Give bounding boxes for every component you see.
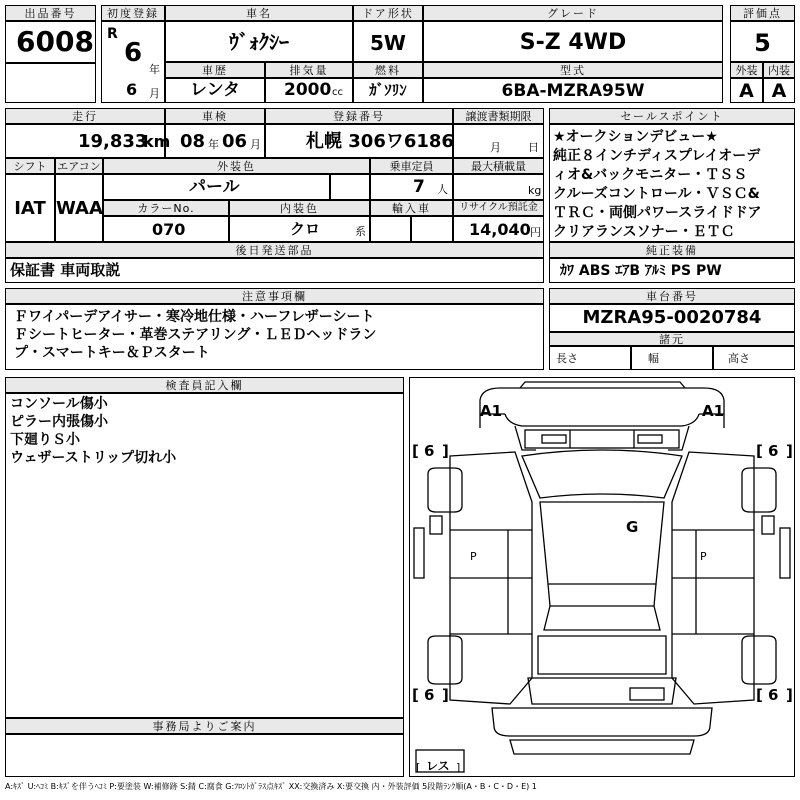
tire-rl-close: ]	[442, 686, 449, 704]
front-bumper	[480, 388, 724, 428]
mileage-cell	[5, 124, 171, 158]
tire-fr-open: [	[756, 442, 763, 460]
lot-no-label: 出品番号	[5, 5, 96, 21]
capacity-cell	[370, 174, 453, 200]
interior-cell	[763, 78, 795, 103]
month-unit: 月	[149, 87, 160, 100]
lot-no: 6008	[16, 25, 94, 58]
length-cell	[549, 346, 631, 370]
lot-no-cell	[5, 21, 96, 63]
history-label: 車歴	[165, 62, 265, 78]
color-no-label: カラーNo.	[103, 200, 229, 216]
inspector-line: ピラー内張傷小	[10, 414, 108, 430]
capacity-unit: 人	[437, 183, 448, 196]
spare-label: レス	[426, 759, 450, 773]
equipment-cell	[549, 258, 795, 283]
grade-label: グレード	[423, 5, 723, 21]
equipment-label: 純正装備	[549, 242, 795, 258]
displacement-unit: cc	[332, 87, 343, 98]
mileage-unit: km	[143, 132, 171, 151]
specs-label: 諸元	[549, 332, 795, 346]
front-bumper-top	[520, 382, 685, 388]
interior-grade: A	[771, 80, 787, 102]
inspection-year: 08	[180, 131, 206, 152]
pillar-p1: P	[470, 550, 477, 563]
model-name: ｳﾞｫｸｼｰ	[229, 30, 289, 54]
tire-rl-score: 6	[424, 686, 435, 704]
import-cell-a	[370, 216, 411, 242]
car-diagram	[410, 378, 794, 776]
inspection-month-unit: 月	[250, 138, 261, 151]
mark-windshield: G	[626, 518, 639, 536]
tire-fl-open: [	[412, 442, 419, 460]
capacity-label: 乗車定員	[370, 158, 453, 174]
year-unit: 年	[149, 63, 160, 76]
recycle-unit: 円	[530, 226, 541, 239]
mirror-left	[430, 516, 442, 534]
pillar-p2: P	[700, 550, 707, 563]
rear-window	[544, 606, 660, 630]
model-code-cell	[423, 78, 723, 103]
exterior-grade: A	[739, 80, 754, 102]
inspection-label: 車検	[165, 108, 265, 124]
equipment: ｶﾜ ABS ｴｱB ｱﾙﾐ PS PW	[560, 263, 722, 279]
inspection-year-unit: 年	[208, 138, 219, 151]
pillar-left	[414, 528, 424, 578]
lot-no-blank	[5, 63, 96, 103]
tire-rr-open: [	[756, 686, 763, 704]
first-reg-label: 初度登録	[101, 5, 165, 21]
displacement: 2000	[284, 80, 332, 100]
sales-point-line: クリアランスソナー・ＥＴＣ	[553, 224, 735, 240]
model-name-label: 車名	[165, 5, 353, 21]
doors-cell	[353, 21, 423, 62]
tailgate	[538, 636, 666, 674]
chassis-label: 車台番号	[549, 288, 795, 304]
first-reg-year: 6	[124, 38, 143, 68]
tire-fr-close: ]	[786, 442, 793, 460]
plate-label: 登録番号	[265, 108, 453, 124]
caution-line: Ｆワイパーデアイサー・寒冷地仕様・ハーフレザーシート	[14, 309, 375, 325]
interior-label: 内装	[763, 62, 795, 78]
first-reg-month: 6	[126, 80, 138, 99]
later-parts: 保証書 車両取説	[10, 261, 121, 279]
exterior-label: 外装	[730, 62, 763, 78]
sales-point-line: 純正８インチディスプレイオーデ	[553, 148, 761, 164]
legend-footer: A:ｷｽﾞ U:ﾍｺﾐ B:ｷｽﾞを伴うﾍｺﾐ P:要塗装 W:補修跡 S:錆 C:腐食 G:ﾌﾛﾝﾄｶﾞﾗｽ点ｷｽﾞ XX:交換済み X:要交換 内・外装評価 5段階ﾗﾝｸ順(A・B・C・D・E) 1	[5, 782, 537, 791]
max-load-label: 最大積載量	[453, 158, 544, 174]
tire-fr-score: 6	[768, 442, 779, 460]
spare-close: ]	[456, 761, 461, 774]
later-parts-cell	[5, 258, 544, 283]
car-diagram-frame	[409, 377, 795, 777]
plate-cell	[265, 124, 453, 158]
history-cell	[165, 78, 265, 103]
recycle: 14,040	[469, 220, 531, 239]
rear-step	[510, 740, 694, 754]
mirror-right	[762, 516, 774, 534]
sales-point-line: ★オークションデビュー★	[553, 129, 718, 145]
inspection-month: 06	[222, 131, 248, 152]
transfer-label: 譲渡書類期限	[453, 108, 544, 124]
shift-label: シフト	[5, 158, 55, 174]
tire-fl-score: 6	[424, 442, 435, 460]
tire-rr-close: ]	[786, 686, 793, 704]
mileage-label: 走行	[5, 108, 165, 124]
int-color-cell	[229, 216, 370, 242]
rear-bumper	[492, 708, 712, 736]
transfer-cell	[453, 124, 544, 158]
first-reg-cell	[101, 21, 165, 103]
roof	[540, 502, 664, 584]
model-name-cell	[165, 21, 353, 62]
tire-rear-left	[428, 636, 462, 684]
later-parts-label: 後日発送部品	[5, 242, 544, 258]
tire-front-left	[428, 468, 462, 512]
tire-rr-score: 6	[768, 686, 779, 704]
chassis-number: MZRA95-0020784	[582, 307, 762, 328]
height-label: 高さ	[728, 352, 750, 365]
fuel-label: 燃料	[353, 62, 423, 78]
grade-cell	[423, 21, 723, 62]
ext-color-cell	[103, 174, 330, 200]
office-box	[5, 734, 404, 777]
inspector-line: コンソール傷小	[10, 396, 108, 412]
ext-color-extra	[330, 174, 370, 200]
model-code: 6BA-MZRA95W	[501, 81, 645, 101]
tire-fl-close: ]	[442, 442, 449, 460]
ac: WAA	[56, 198, 103, 219]
ac-cell	[55, 174, 103, 242]
mark-front-left: A1	[480, 402, 503, 420]
displacement-cell	[265, 78, 353, 103]
fuel: ｶﾞｿﾘﾝ	[369, 81, 407, 99]
shift: IAT	[14, 198, 46, 219]
sales-point-line: ィオ&バックモニター・ＴＳＳ	[553, 167, 748, 183]
recycle-cell	[453, 216, 544, 242]
inspector-box	[5, 393, 404, 718]
transfer-month-unit: 月	[490, 141, 501, 154]
caution-line: Ｆシートヒーター・革巻ステアリング・ＬＥＤヘッドラン	[14, 327, 377, 343]
ac-label: エアコン	[55, 158, 103, 174]
width-label: 幅	[648, 352, 659, 365]
tire-rl-open: [	[412, 686, 419, 704]
max-load-unit: kg	[528, 184, 542, 197]
capacity: 7	[413, 177, 425, 197]
inspector-line: ウェザーストリップ切れ小	[10, 450, 177, 466]
pillar-right	[780, 528, 790, 578]
max-load-cell	[453, 174, 544, 200]
chassis-cell	[549, 304, 795, 332]
history: レンタ	[190, 80, 240, 100]
caution-label: 注意事項欄	[5, 288, 544, 304]
mark-front-right: A1	[702, 402, 725, 420]
score-cell	[730, 21, 795, 62]
office-label: 事務局よりご案内	[5, 718, 404, 734]
spare-open: [	[416, 761, 421, 774]
color-no: 070	[152, 220, 186, 239]
caution-box	[5, 304, 544, 370]
color-no-cell	[103, 216, 229, 242]
width-cell	[631, 346, 713, 370]
displacement-label: 排気量	[265, 62, 353, 78]
recycle-label: リサイクル預託金	[453, 200, 544, 216]
ext-color: パール	[189, 177, 240, 197]
ext-color-label: 外装色	[103, 158, 370, 174]
sales-point-line: ＴＲＣ・両側パワースライドドア	[553, 205, 762, 221]
tire-front-right	[742, 468, 776, 512]
length-label: 長さ	[556, 352, 578, 365]
doors-label: ドア形状	[353, 5, 423, 21]
mileage: 19,833	[78, 131, 148, 152]
windshield	[522, 450, 682, 498]
exterior-cell	[730, 78, 763, 103]
inspection-cell	[165, 124, 265, 158]
grade: S-Z 4WD	[519, 30, 627, 55]
inspector-line: 下廻りＳ小	[10, 432, 80, 448]
sales-points-box	[549, 124, 795, 242]
height-cell	[713, 346, 795, 370]
plate: 札幌 306ワ6186	[306, 131, 454, 152]
sales-point-line: クルーズコントロール・ＶＳＣ&	[553, 186, 760, 202]
transfer-day-unit: 日	[528, 141, 539, 154]
score: 5	[754, 29, 771, 57]
grille	[525, 430, 679, 448]
int-color: クロ	[290, 220, 321, 238]
caution-line: プ・スマートキー＆Ｐスタート	[14, 345, 210, 361]
int-color-label: 内装色	[229, 200, 370, 216]
era-mark: R	[107, 26, 118, 42]
import-label: 輸入車	[370, 200, 453, 216]
import-cell-b	[411, 216, 453, 242]
model-code-label: 型式	[423, 62, 723, 78]
hood	[505, 414, 699, 426]
score-label: 評価点	[730, 5, 795, 21]
doors: 5W	[370, 31, 406, 55]
tire-rear-right	[742, 636, 776, 684]
inspector-label: 検査員記入欄	[5, 377, 404, 393]
sales-points-label: セールスポイント	[549, 108, 795, 124]
int-color-unit: 系	[355, 225, 366, 238]
fuel-cell	[353, 78, 423, 103]
shift-cell	[5, 174, 55, 242]
